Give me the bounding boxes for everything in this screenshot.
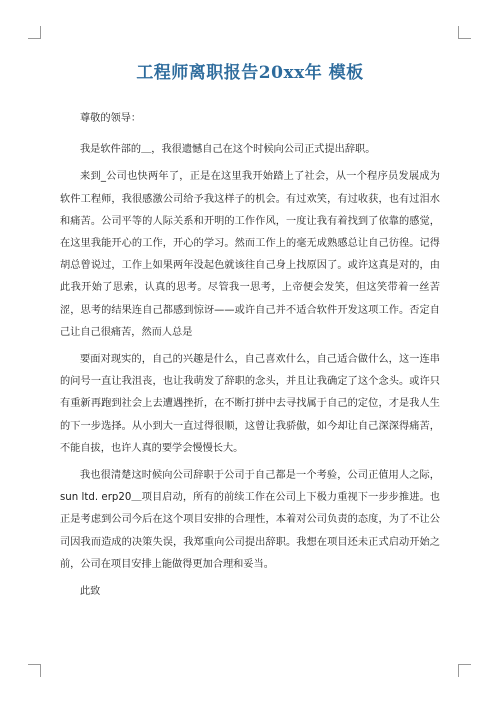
crop-mark-bottom-right xyxy=(458,664,471,677)
paragraph-1: 我是软件部的＿，我很遗憾自己在这个时候向公司正式提出辞职。 xyxy=(80,144,376,156)
document-body xyxy=(60,108,440,608)
closing: 此致 xyxy=(80,586,101,598)
crop-mark-bottom-left xyxy=(28,664,41,677)
crop-mark-top-left xyxy=(28,26,41,39)
salutation: 尊敬的领导： xyxy=(80,113,142,124)
crop-mark-top-right xyxy=(458,26,471,39)
paragraph-4: 我也很清楚这时候向公司辞职于公司于自己都是一个考验，公司正值用人之际，sun ltd. erp20＿项目启动，所有的前续工作在公司上下极力重视下一步步推进。也正是考虑到公司今后在这个项目安排的合理性，本着对公司负责的态度，为了不让公司因我而造成的决策失误，我郑重向公司提出辞职。我想在项目还未正式启动开始之前，公司在项目安排上能做得更加合理和妥当。 xyxy=(60,470,440,570)
document-title: 工程师离职报告20xx年 模板 xyxy=(136,63,364,83)
paragraph-2: 来到_公司也快两年了，正是在这里我开始踏上了社会，从一个程序员发展成为软件工程师，我很感激公司给予我这样子的机会。有过欢笑，有过收获，也有过泪水和痛苦。公司平等的人际关系和开明的工作作风，一度让我有着找到了依靠的感觉，在这里我能开心的工作，开心的学习。然而工作上的毫无成熟感总让自己彷徨。记得胡总曾说过，工作上如果两年没起色就该往自己身上找原因了。或许这真是对的，由此我开始了思索，认真的思考。尽管我一思考，上帝便会发笑，但这笑带着一丝苦涩，思考的结果连自己都感到惊讶——或许自己并不适合软件开发这项工作。否定自己让自己很痛苦，然而人总是 xyxy=(60,171,440,338)
paragraph-3: 要面对现实的，自己的兴趣是什么，自己喜欢什么，自己适合做什么，这一连串的问号一直让我沮丧，也让我萌发了辞职的念头，并且让我确定了这个念头。或许只有重新再跑到社会上去遭遇挫折，在不断打拼中去寻找属于自己的定位，才是我人生的下一步选择。从小到大一直过得很顺，这曾让我骄傲，如今却让自己深深得痛苦，不能自拔，也许人真的要学会慢慢长大。 xyxy=(60,354,440,454)
